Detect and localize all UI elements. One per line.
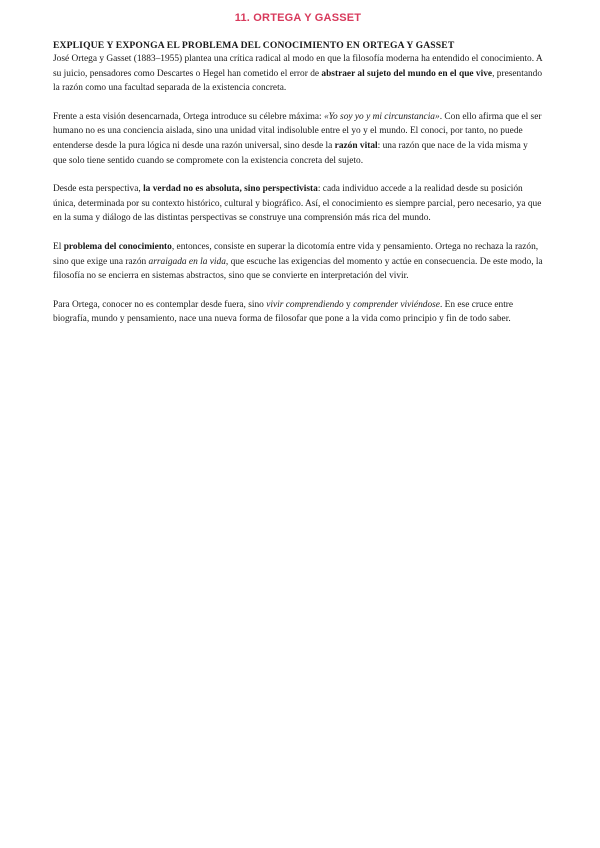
- paragraph-4-text-e: , que escuche las exigencias del momento y actúe en consecuencia. De este modo, la filosofía no se encierra en sistemas abstractos, sino que se convierte en interpretación del vivir.: [53, 256, 543, 282]
- paragraph-5-text-a: Para Ortega, conocer no es contemplar desde fuera, sino: [53, 299, 267, 310]
- paragraph-3-bold: la verdad no es absoluta, sino perspectivista: [143, 184, 318, 195]
- document-title: 11. ORTEGA Y GASSET: [234, 12, 362, 24]
- paragraph-2: [53, 110, 543, 168]
- paragraph-5-text-c: y: [343, 299, 354, 310]
- paragraph-1: [53, 52, 543, 96]
- paragraph-5-italic-2: comprender viviéndose: [353, 299, 440, 310]
- paragraph-2-text-e: : una razón que nace de la vida misma y que solo tiene sentido cuando se compromete con la existencia concreta del sujeto.: [53, 140, 528, 166]
- paragraph-1-text-c: , presentando la razón como una facultad separada de la existencia concreta.: [53, 68, 543, 94]
- paragraph-1-text-a: José Ortega y Gasset (1883–1955) plantea una crítica radical al modo en que la filosofía moderna ha entendido el conocimiento. A su juicio, pensadores como Descartes o Hegel han cometido el error de: [53, 54, 543, 79]
- paragraph-5: [53, 298, 543, 327]
- paragraph-5-italic-1: vivir comprendiendo: [266, 299, 344, 310]
- paragraph-5-text-e: . En ese cruce entre biografía, mundo y pensamiento, nace una nueva forma de filosofar que pone a la vida como principio y fin de todo saber.: [53, 299, 514, 325]
- paragraph-2-bold: razón vital: [334, 140, 378, 151]
- paragraph-4-text-a: El: [53, 241, 64, 252]
- paragraph-2-text-c: . Con ello afirma que el ser humano no es una conciencia aislada, sino una unidad vital indisoluble entre el yo y el mundo. El conoci, por tanto, no puede entenderse desde la pura lógica ni desde una razón universal, sino desde la: [53, 111, 542, 151]
- paragraph-4-bold: problema del conocimiento: [63, 241, 172, 252]
- paragraph-2-text-a: Frente a esta visión desencarnada, Ortega introduce su célebre máxima:: [53, 111, 324, 122]
- paragraph-4: [53, 240, 543, 284]
- paragraph-1-bold: abstraer al sujeto del mundo en el que vive: [321, 68, 493, 79]
- paragraph-4-italic: arraigada en la vida: [148, 256, 226, 267]
- paragraph-3: [53, 182, 543, 226]
- paragraph-4-text-c: , entonces, consiste en superar la dicotomía entre vida y pensamiento. Ortega no rechaza la razón, sino que exige una razón: [53, 241, 539, 267]
- paragraph-3-text-c: : cada individuo accede a la realidad desde su posición única, determinada por su contexto histórico, cultural y biográfico. Así, el conocimiento es siempre parcial, pero necesario, ya que en la suma y diálogo de las distintas perspectivas se construye una comprensión más rica del mundo.: [53, 184, 542, 224]
- paragraph-3-text-a: Desde esta perspectiva,: [53, 184, 144, 195]
- document-subtitle: EXPLIQUE Y EXPONGA EL PROBLEMA DEL CONOCIMIENTO EN ORTEGA Y GASSET: [53, 40, 455, 51]
- paragraph-2-quote: «Yo soy yo y mi circunstancia»: [323, 111, 440, 122]
